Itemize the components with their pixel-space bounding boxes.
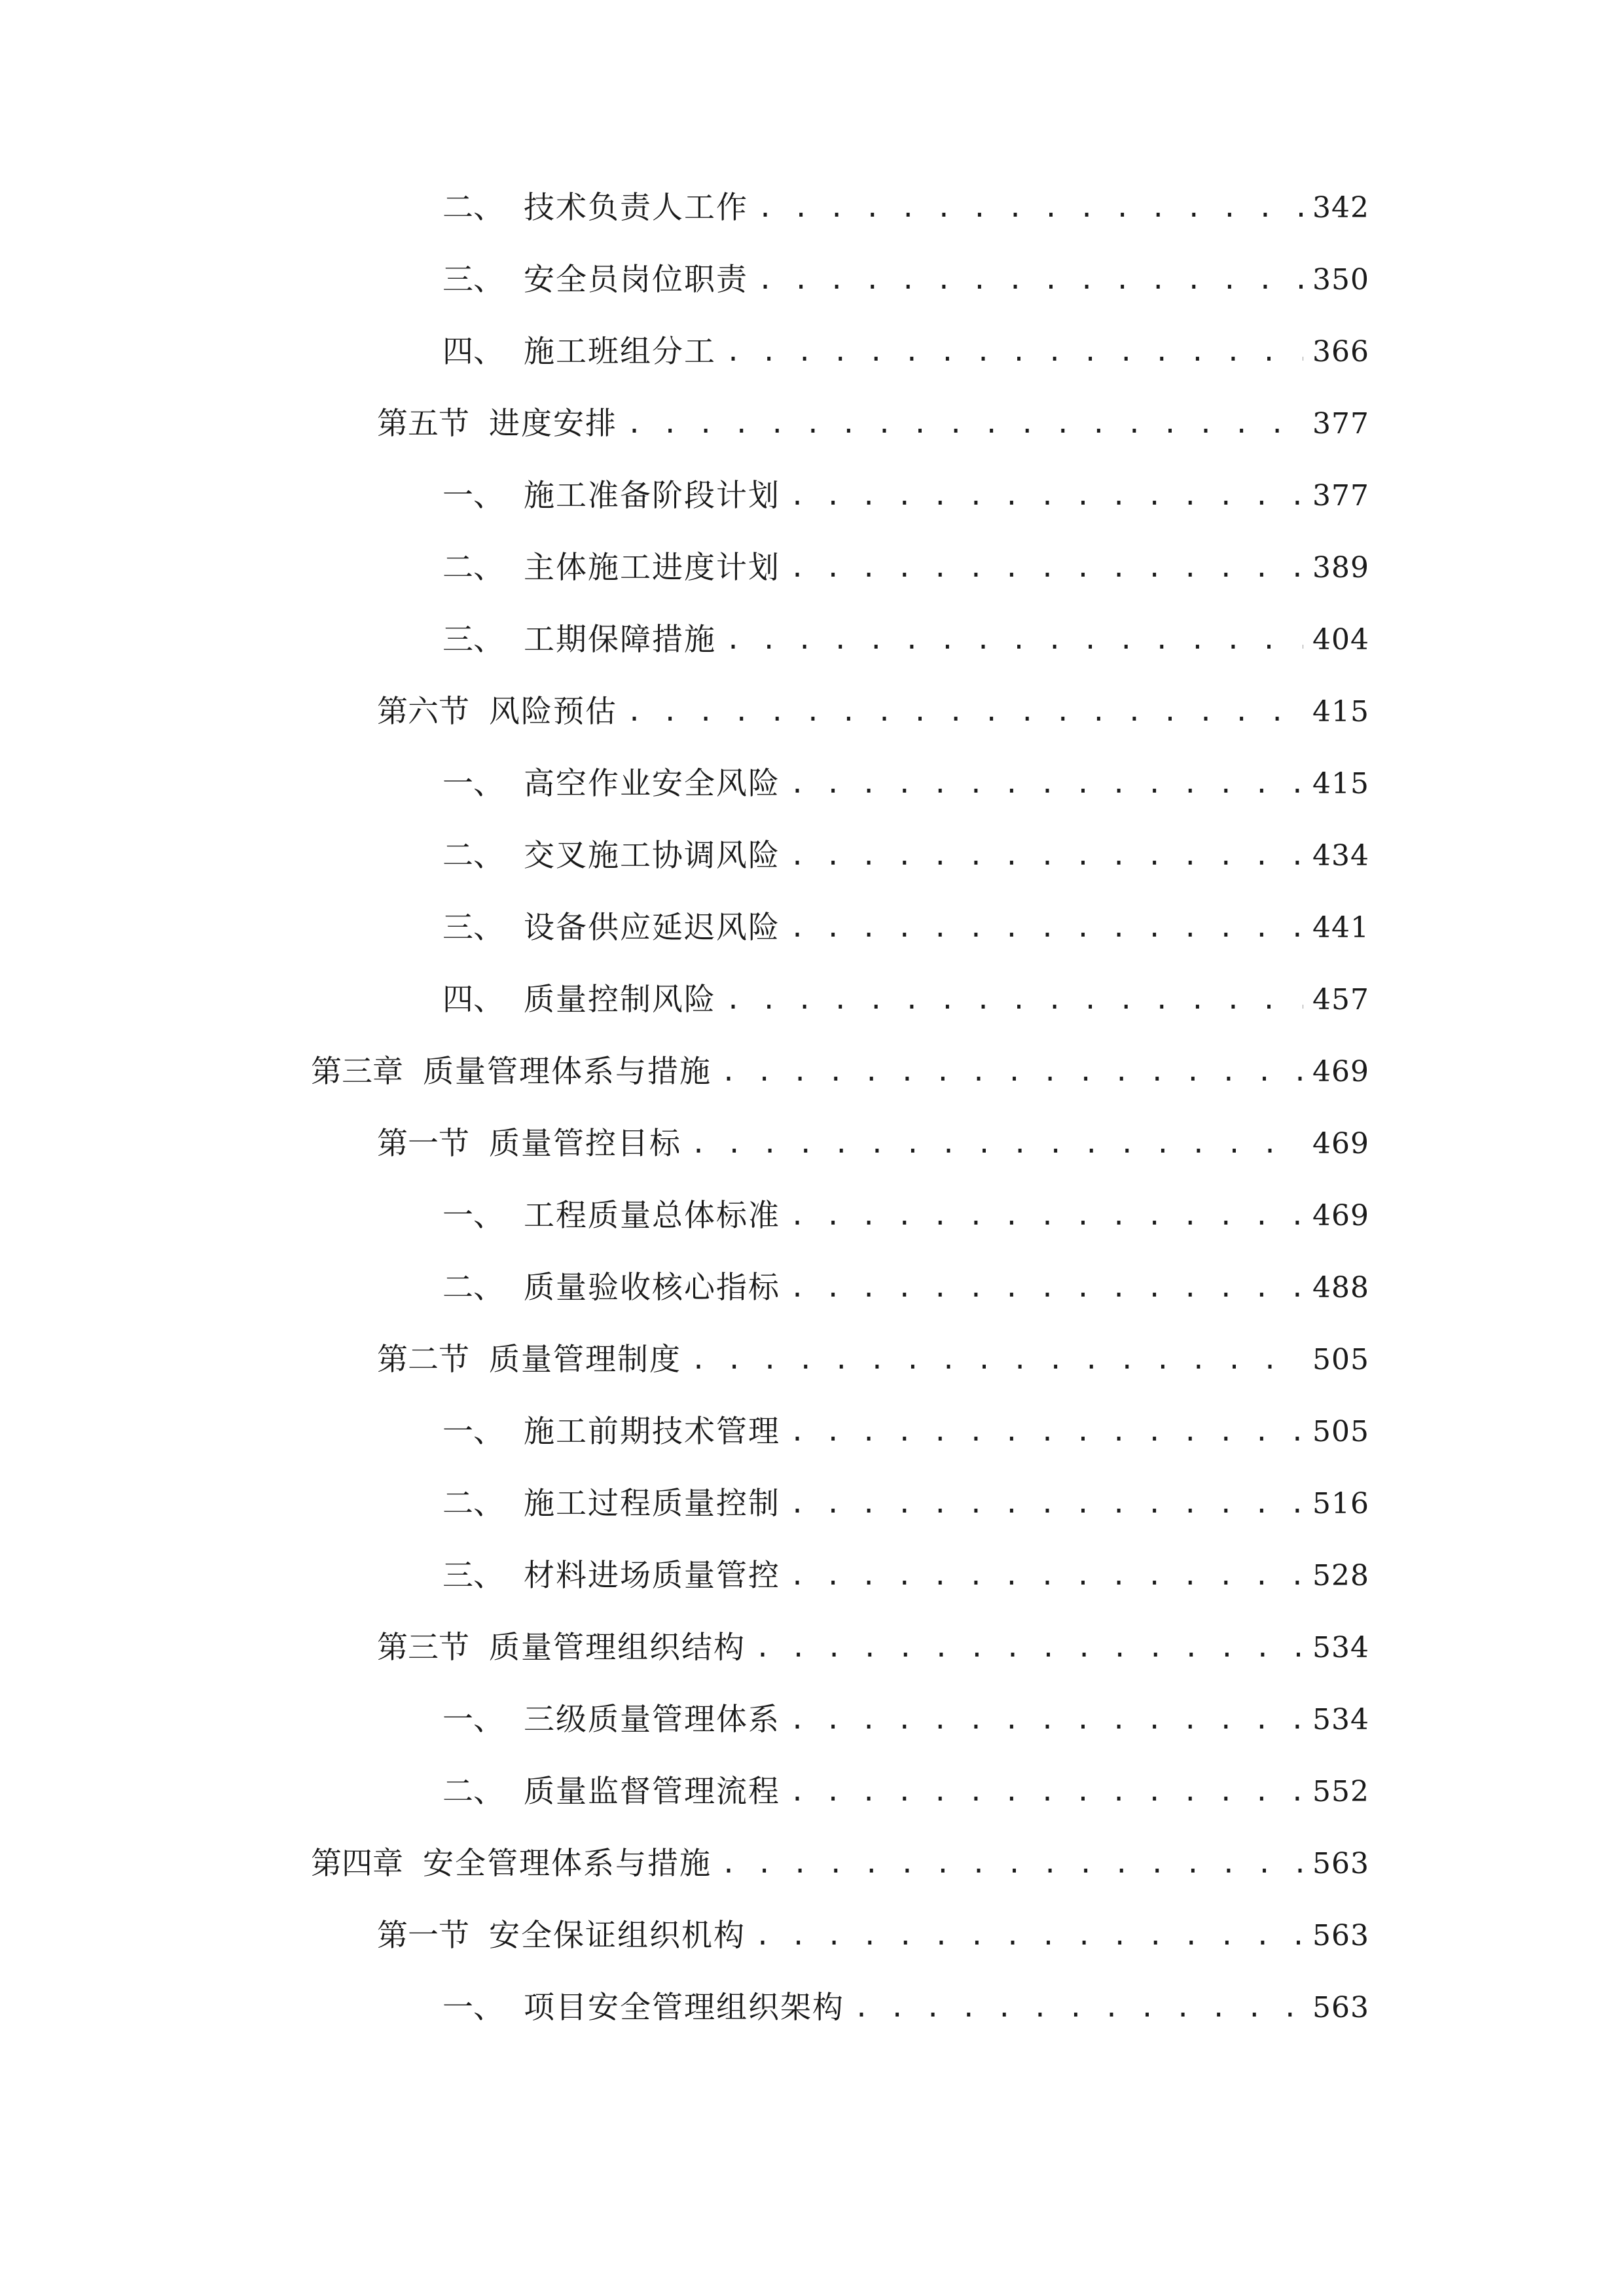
toc-entry-title: 质量控制风险	[524, 982, 716, 1018]
dot-leader	[691, 1118, 1303, 1170]
toc-entry-number: 第一节	[377, 1126, 469, 1162]
toc-entry-number: 三、	[442, 622, 504, 658]
toc-entry-number: 一、	[442, 478, 504, 514]
dot-leader	[725, 614, 1303, 666]
toc-entry-title: 质量管理制度	[489, 1342, 681, 1378]
toc-entry-title: 风险预估	[489, 694, 617, 730]
toc-entry-number: 二、	[442, 190, 504, 226]
dot-leader	[755, 1622, 1303, 1674]
toc-entry-page-number: 563	[1312, 1919, 1369, 1952]
toc-entry-page-number: 377	[1312, 407, 1369, 440]
toc-entry-page-number: 505	[1312, 1343, 1369, 1376]
toc-entry-title: 材料进场质量管控	[524, 1558, 780, 1594]
toc-entry-page-number: 563	[1312, 1991, 1369, 2024]
toc-entry-title: 主体施工进度计划	[524, 550, 780, 586]
toc-entry-item[interactable]	[442, 254, 1369, 306]
toc-entry-title: 质量监督管理流程	[524, 1774, 780, 1810]
toc-entry-title: 施工前期技术管理	[524, 1414, 780, 1450]
dot-leader	[789, 902, 1303, 954]
toc-entry-title: 质量管理组织结构	[489, 1630, 746, 1666]
toc-entry-item[interactable]	[442, 758, 1369, 810]
toc-entry-title: 安全保证组织机构	[489, 1918, 746, 1954]
toc-entry-item[interactable]	[442, 542, 1369, 594]
dot-leader	[854, 1982, 1303, 2034]
toc-entry-page-number: 469	[1312, 1055, 1369, 1088]
toc-entry-section[interactable]	[377, 1334, 1369, 1386]
toc-entry-page-number: 469	[1312, 1199, 1369, 1232]
toc-entry-item[interactable]	[442, 974, 1369, 1026]
toc-entry-title: 质量管理体系与措施	[423, 1054, 712, 1090]
toc-entry-number: 一、	[442, 1198, 504, 1234]
toc-entry-section[interactable]	[377, 1118, 1369, 1170]
toc-entry-title: 施工班组分工	[524, 334, 716, 370]
toc-entry-number: 四、	[442, 982, 504, 1018]
dot-leader	[789, 1766, 1303, 1818]
toc-entry-item[interactable]	[442, 470, 1369, 522]
toc-entry-page-number: 441	[1312, 911, 1369, 944]
toc-entry-item[interactable]	[442, 182, 1369, 234]
toc-entry-page-number: 488	[1312, 1271, 1369, 1304]
toc-entry-page-number: 563	[1312, 1847, 1369, 1880]
dot-leader	[789, 542, 1303, 594]
toc-entry-title: 交叉施工协调风险	[524, 838, 780, 874]
dot-leader	[757, 182, 1303, 234]
dot-leader	[755, 1910, 1303, 1962]
toc-entry-page-number: 342	[1312, 191, 1369, 224]
dot-leader	[691, 1334, 1303, 1386]
toc-entry-item[interactable]	[442, 1478, 1369, 1530]
toc-entry-page-number: 350	[1312, 263, 1369, 296]
toc-entry-page-number: 377	[1312, 479, 1369, 512]
toc-entry-number: 三、	[442, 1558, 504, 1594]
dot-leader	[789, 1478, 1303, 1530]
dot-leader	[721, 1838, 1303, 1890]
toc-entry-number: 二、	[442, 838, 504, 874]
toc-entry-title: 技术负责人工作	[524, 190, 748, 226]
toc-entry-title: 工期保障措施	[524, 622, 716, 658]
toc-entry-page-number: 389	[1312, 551, 1369, 584]
toc-entry-number: 四、	[442, 334, 504, 370]
toc-entry-number: 一、	[442, 1702, 504, 1738]
toc-entry-item[interactable]	[442, 1766, 1369, 1818]
toc-entry-item[interactable]	[442, 1982, 1369, 2034]
toc-entry-title: 进度安排	[489, 406, 617, 442]
toc-entry-number: 一、	[442, 766, 504, 802]
toc-entry-number: 三、	[442, 910, 504, 946]
toc-entry-page-number: 415	[1312, 767, 1369, 800]
dot-leader	[626, 686, 1303, 738]
dot-leader	[789, 1406, 1303, 1458]
toc-entry-number: 第六节	[377, 694, 469, 730]
toc-entry-number: 第三章	[311, 1054, 403, 1090]
toc-entry-title: 项目安全管理组织架构	[524, 1990, 844, 2026]
toc-entry-title: 施工准备阶段计划	[524, 478, 780, 514]
toc-entry-number: 二、	[442, 550, 504, 586]
toc-entry-page-number: 415	[1312, 695, 1369, 728]
toc-entry-number: 第五节	[377, 406, 469, 442]
toc-entry-number: 二、	[442, 1774, 504, 1810]
toc-entry-title: 安全员岗位职责	[524, 262, 748, 298]
toc-entry-section[interactable]	[377, 398, 1369, 450]
toc-entry-item[interactable]	[442, 1406, 1369, 1458]
dot-leader	[789, 758, 1303, 810]
toc-entry-title: 质量管控目标	[489, 1126, 681, 1162]
toc-entry-title: 质量验收核心指标	[524, 1270, 780, 1306]
toc-entry-page-number: 505	[1312, 1415, 1369, 1448]
dot-leader	[789, 1694, 1303, 1746]
toc-entry-chapter[interactable]	[311, 1838, 1369, 1890]
toc-entry-page-number: 404	[1312, 623, 1369, 656]
toc-entry-item[interactable]	[442, 614, 1369, 666]
toc-entry-item[interactable]	[442, 902, 1369, 954]
dot-leader	[789, 1190, 1303, 1242]
toc-entry-item[interactable]	[442, 1190, 1369, 1242]
toc-entry-number: 第四章	[311, 1846, 403, 1882]
toc-entry-page-number: 516	[1312, 1487, 1369, 1520]
toc-entry-number: 第二节	[377, 1342, 469, 1378]
toc-entry-page-number: 528	[1312, 1559, 1369, 1592]
toc-entry-page-number: 457	[1312, 983, 1369, 1016]
toc-entry-page-number: 534	[1312, 1703, 1369, 1736]
toc-entry-item[interactable]	[442, 1694, 1369, 1746]
dot-leader	[789, 1550, 1303, 1602]
dot-leader	[789, 830, 1303, 882]
dot-leader	[725, 326, 1303, 378]
toc-entry-number: 第一节	[377, 1918, 469, 1954]
toc-entry-page-number: 534	[1312, 1631, 1369, 1664]
dot-leader	[789, 1262, 1303, 1314]
toc-entry-title: 施工过程质量控制	[524, 1486, 780, 1522]
dot-leader	[725, 974, 1303, 1026]
toc-entry-item[interactable]	[442, 1262, 1369, 1314]
toc-entry-number: 一、	[442, 1414, 504, 1450]
dot-leader	[626, 398, 1303, 450]
toc-entry-number: 二、	[442, 1486, 504, 1522]
dot-leader	[789, 470, 1303, 522]
toc-entry-title: 高空作业安全风险	[524, 766, 780, 802]
toc-entry-page-number: 434	[1312, 839, 1369, 872]
toc-entry-number: 第三节	[377, 1630, 469, 1666]
toc-entry-section[interactable]	[377, 1622, 1369, 1674]
dot-leader	[757, 254, 1303, 306]
toc-entry-number: 一、	[442, 1990, 504, 2026]
toc-entry-number: 三、	[442, 262, 504, 298]
toc-entry-title: 工程质量总体标准	[524, 1198, 780, 1234]
toc-entry-item[interactable]	[442, 326, 1369, 378]
toc-entry-item[interactable]	[442, 830, 1369, 882]
toc-entry-section[interactable]	[377, 686, 1369, 738]
dot-leader	[721, 1046, 1303, 1098]
toc-entry-item[interactable]	[442, 1550, 1369, 1602]
toc-entry-page-number: 552	[1312, 1775, 1369, 1808]
toc-entry-page-number: 469	[1312, 1127, 1369, 1160]
toc-entry-chapter[interactable]	[311, 1046, 1369, 1098]
toc-entry-title: 三级质量管理体系	[524, 1702, 780, 1738]
toc-entry-number: 二、	[442, 1270, 504, 1306]
toc-entry-section[interactable]	[377, 1910, 1369, 1962]
toc-entry-title: 安全管理体系与措施	[423, 1846, 712, 1882]
toc-entry-title: 设备供应延迟风险	[524, 910, 780, 946]
toc-entry-page-number: 366	[1312, 335, 1369, 368]
